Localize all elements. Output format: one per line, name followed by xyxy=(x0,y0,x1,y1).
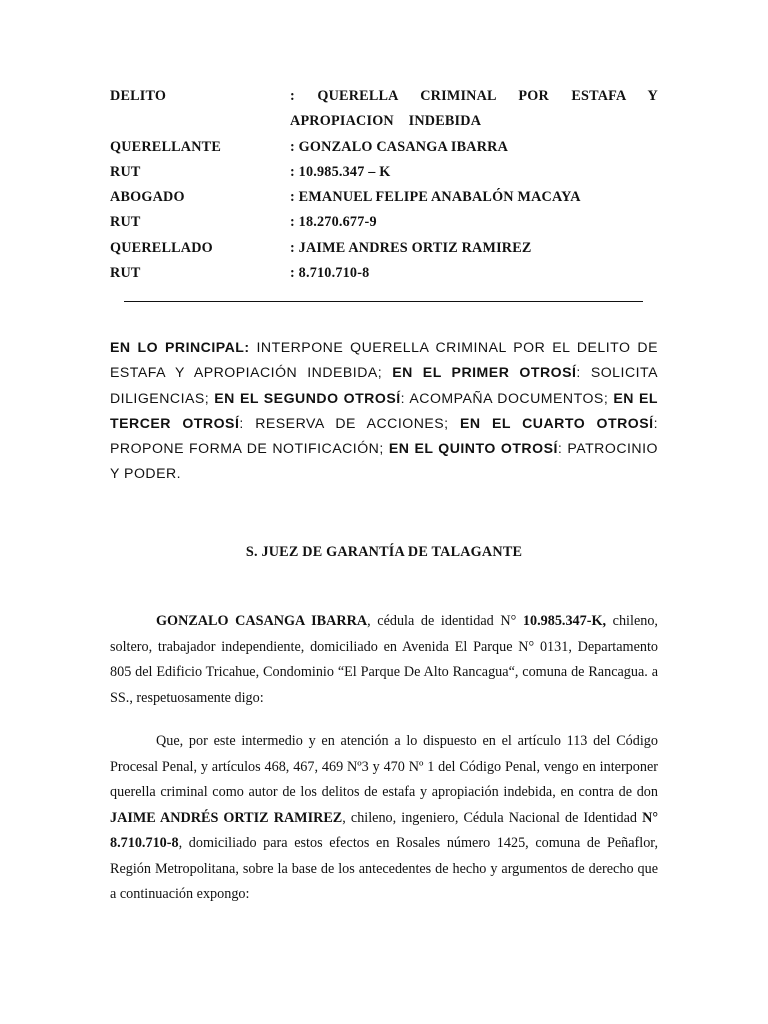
horizontal-divider xyxy=(124,301,643,302)
header-row-abogado xyxy=(110,185,658,210)
otrosi-3-text: : RESERVA DE ACCIONES; xyxy=(239,414,460,431)
complainant-name: GONZALO CASANGA IBARRA xyxy=(156,613,368,629)
principal-label: EN LO PRINCIPAL: xyxy=(110,339,250,355)
complainant-id: 10.985.347-K, xyxy=(522,613,607,629)
otrosi-5-text: : PATROCINIO Y PODER. xyxy=(110,440,658,482)
complainant-paragraph xyxy=(110,609,658,711)
paragraph-text: , domiciliado para estos efectos en Rosales número 1425, comuna de Peñaflor, Región Metropolitana, sobre la base de los antecedentes de hecho y argumentos de derecho que a continuación expongo: xyxy=(110,835,658,902)
paragraph-text: Que, por este intermedio y en atención a lo dispuesto en el artículo 113 del Código Procesal Penal, y artículos 468, 467, 469 Nº3 y 470 Nº 1 del Código Penal, vengo en interponer querella criminal como autor de los delitos de estafa y apropiación indebida, en contra de don xyxy=(110,733,658,800)
header-label: DELITO xyxy=(110,88,167,104)
header-row-rut-abogado xyxy=(110,210,658,235)
principal-text: INTERPONE QUERELLA CRIMINAL POR EL DELITO DE ESTAFA Y APROPIACIÓN INDEBIDA; xyxy=(110,339,658,381)
otrosi-4-label: EN EL CUARTO OTROSÍ xyxy=(460,414,654,431)
header-value: : GONZALO CASANGA IBARRA xyxy=(290,138,509,155)
otrosi-5-label: EN EL QUINTO OTROSÍ xyxy=(388,440,558,457)
header-label: QUERELLANTE xyxy=(110,138,221,155)
complaint-paragraph xyxy=(110,729,658,908)
otrosi-2-text: : ACOMPAÑA DOCUMENTOS; xyxy=(400,389,614,406)
header-row-querellante xyxy=(110,135,658,160)
header-label: RUT xyxy=(110,265,141,282)
header-row-rut-querellante xyxy=(110,160,658,185)
otrosi-1-label: EN EL PRIMER OTROSÍ xyxy=(392,364,577,381)
header-row-querellado xyxy=(110,236,658,261)
paragraph-text: , cédula de identidad N° xyxy=(367,613,523,629)
header-label: RUT xyxy=(110,214,141,231)
header-value: : EMANUEL FELIPE ANABALÓN MACAYA xyxy=(290,189,581,206)
header-label: RUT xyxy=(110,163,141,180)
header-value: : 10.985.347 – K xyxy=(290,163,391,180)
court-addressee: S. JUEZ DE GARANTÍA DE TALAGANTE xyxy=(245,544,523,560)
case-header xyxy=(110,84,658,286)
header-value: : QUERELLA CRIMINAL POR ESTAFA Y APROPIACION INDEBIDA xyxy=(290,88,658,130)
accused-id: N° 8.710.710-8 xyxy=(110,809,659,851)
header-row-rut-querellado xyxy=(110,261,658,286)
header-value: : 18.270.677-9 xyxy=(290,214,377,231)
paragraph-text: chileno, soltero, trabajador independiente, domiciliado en Avenida El Parque N° 0131, Departamento 805 del Edificio Tricahue, Condominio “El Parque De Alto Rancagua“, comuna de Rancagua. a SS., respetuosamente digo: xyxy=(110,613,658,706)
petition-summary xyxy=(110,335,658,487)
accused-name: JAIME ANDRÉS ORTIZ RAMIREZ xyxy=(110,809,343,826)
header-label: ABOGADO xyxy=(110,189,185,206)
otrosi-4-text: : PROPONE FORMA DE NOTIFICACIÓN; xyxy=(110,414,659,457)
otrosi-3-label: EN EL TERCER OTROSÍ xyxy=(110,389,658,431)
header-label: QUERELLADO xyxy=(110,239,213,256)
otrosi-2-label: EN EL SEGUNDO OTROSÍ xyxy=(214,389,401,406)
header-value: : 8.710.710-8 xyxy=(290,265,370,282)
paragraph-text: , chileno, ingeniero, Cédula Nacional de Identidad xyxy=(342,809,643,826)
header-row-delito xyxy=(110,84,658,135)
otrosi-1-text: : SOLICITA DILIGENCIAS; xyxy=(110,364,658,406)
header-value: : JAIME ANDRES ORTIZ RAMIREZ xyxy=(290,239,532,256)
